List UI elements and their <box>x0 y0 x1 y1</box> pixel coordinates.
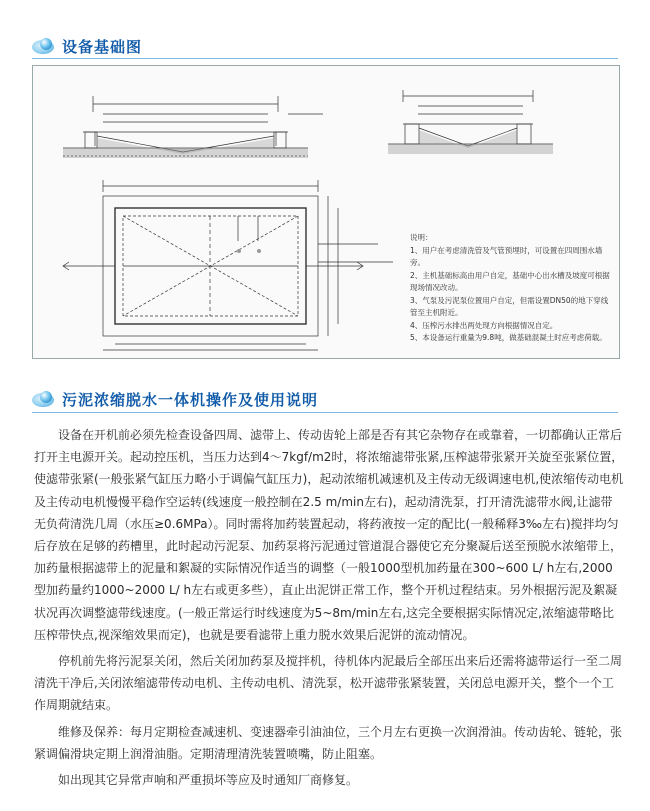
note-line: 1、用户在考虑清洗管及气管预埋时，可设置在四周围水墙旁。 <box>410 245 603 267</box>
note-line: 2、主机基础标高由用户自定，基础中心出水槽及坡度可根据现场情况改动。 <box>410 270 610 292</box>
note-line: 4、压榨污水排出两处现方向根据情况自定。 <box>410 320 558 330</box>
paragraph-shutdown: 停机前先将污泥泵关闭，然后关闭加药泵及搅拌机，待机体内泥最后全部压出来后还需将滤带运行一至二周清洗干净后,关闭浓缩滤带传动电机、主传动电机、清洗泵，松开滤带张紧装置，关闭总电源开关，整个一个工作周期就结束。 <box>34 654 623 713</box>
section-title: 设备基础图 <box>62 38 143 56</box>
section-header-foundation <box>32 36 142 57</box>
bullet-icon <box>32 391 54 409</box>
instructions-body <box>34 424 624 795</box>
drawing-notes <box>410 232 610 345</box>
paragraph-startup: 设备在开机前必须先检查设备四周、滤带上、传动齿轮上部是否有其它杂物存在或靠着，一切都确认正常后打开主电源开关。起动控压机，当压力达到4～7kgf/m2时，将浓缩滤带张紧,压榨滤带张紧开关旋至张紧位置，使滤带张紧(一般张紧气缸压力略小于调偏气缸压力)，起动浓缩机减速机及主传动无级调速电机,使浓缩传动电机及主传动电机慢慢平稳作空运转(线速度一般控制在2.5 m/min左右)，起动清洗泵，打开清洗滤带水阀,让滤带无负荷清洗几周（水压≥0.6MPa）。同时需将加药装置起动，将药液按一定的配比(一般稀释3‰左右)搅拌均匀后存放在足够的药槽里，此时起动污泥泵、加药泵将污泥通过管道混合器使它充分聚凝后送至预脱水浓缩带上，加药量根据滤带上的泥量和絮凝的实际情况作适当的调整（一般1000型机加药量在300~600 L/ h左右,2000型加药量约1000~2000 L/ h左右或更多些），直止出泥饼正常工作，整个开机过程结束。另外根据污泥及絮凝状况再次调整滤带线速度。(一般正常运行时线速度为5~8m/min左右,这完全要根据实际情况定,浓缩滤带略比压榨带快点,视深缩效果而定)，也就是要看滤带上重力脱水效果后泥饼的流动情况。 <box>34 428 624 642</box>
section-divider <box>32 412 618 413</box>
paragraph-maintenance: 维修及保养：每月定期检查减速机、变速器牵引油油位，三个月左右更换一次润滑油。传动齿轮、链轮，张紧调偏滑块定期上润滑油脂。定期清理清洗装置喷嘴，防止阻塞。 <box>34 724 623 761</box>
section-title: 污泥浓缩脱水一体机操作及使用说明 <box>62 391 319 409</box>
bullet-icon <box>32 38 54 56</box>
section-header-instructions <box>32 389 318 410</box>
note-line: 说明： <box>410 233 433 242</box>
section-divider <box>32 58 618 59</box>
note-line: 3、气泵及污泥泵位置用户自定，但需设置DN50的地下穿线管至主机附近。 <box>410 295 609 317</box>
note-line: 5、本设备运行重量为9.8吨，做基础混凝土时应考虑荷载。 <box>410 333 607 342</box>
paragraph-repair: 如出现其它异常声响和严重损坏等应及时通知厂商修复。 <box>58 773 359 788</box>
